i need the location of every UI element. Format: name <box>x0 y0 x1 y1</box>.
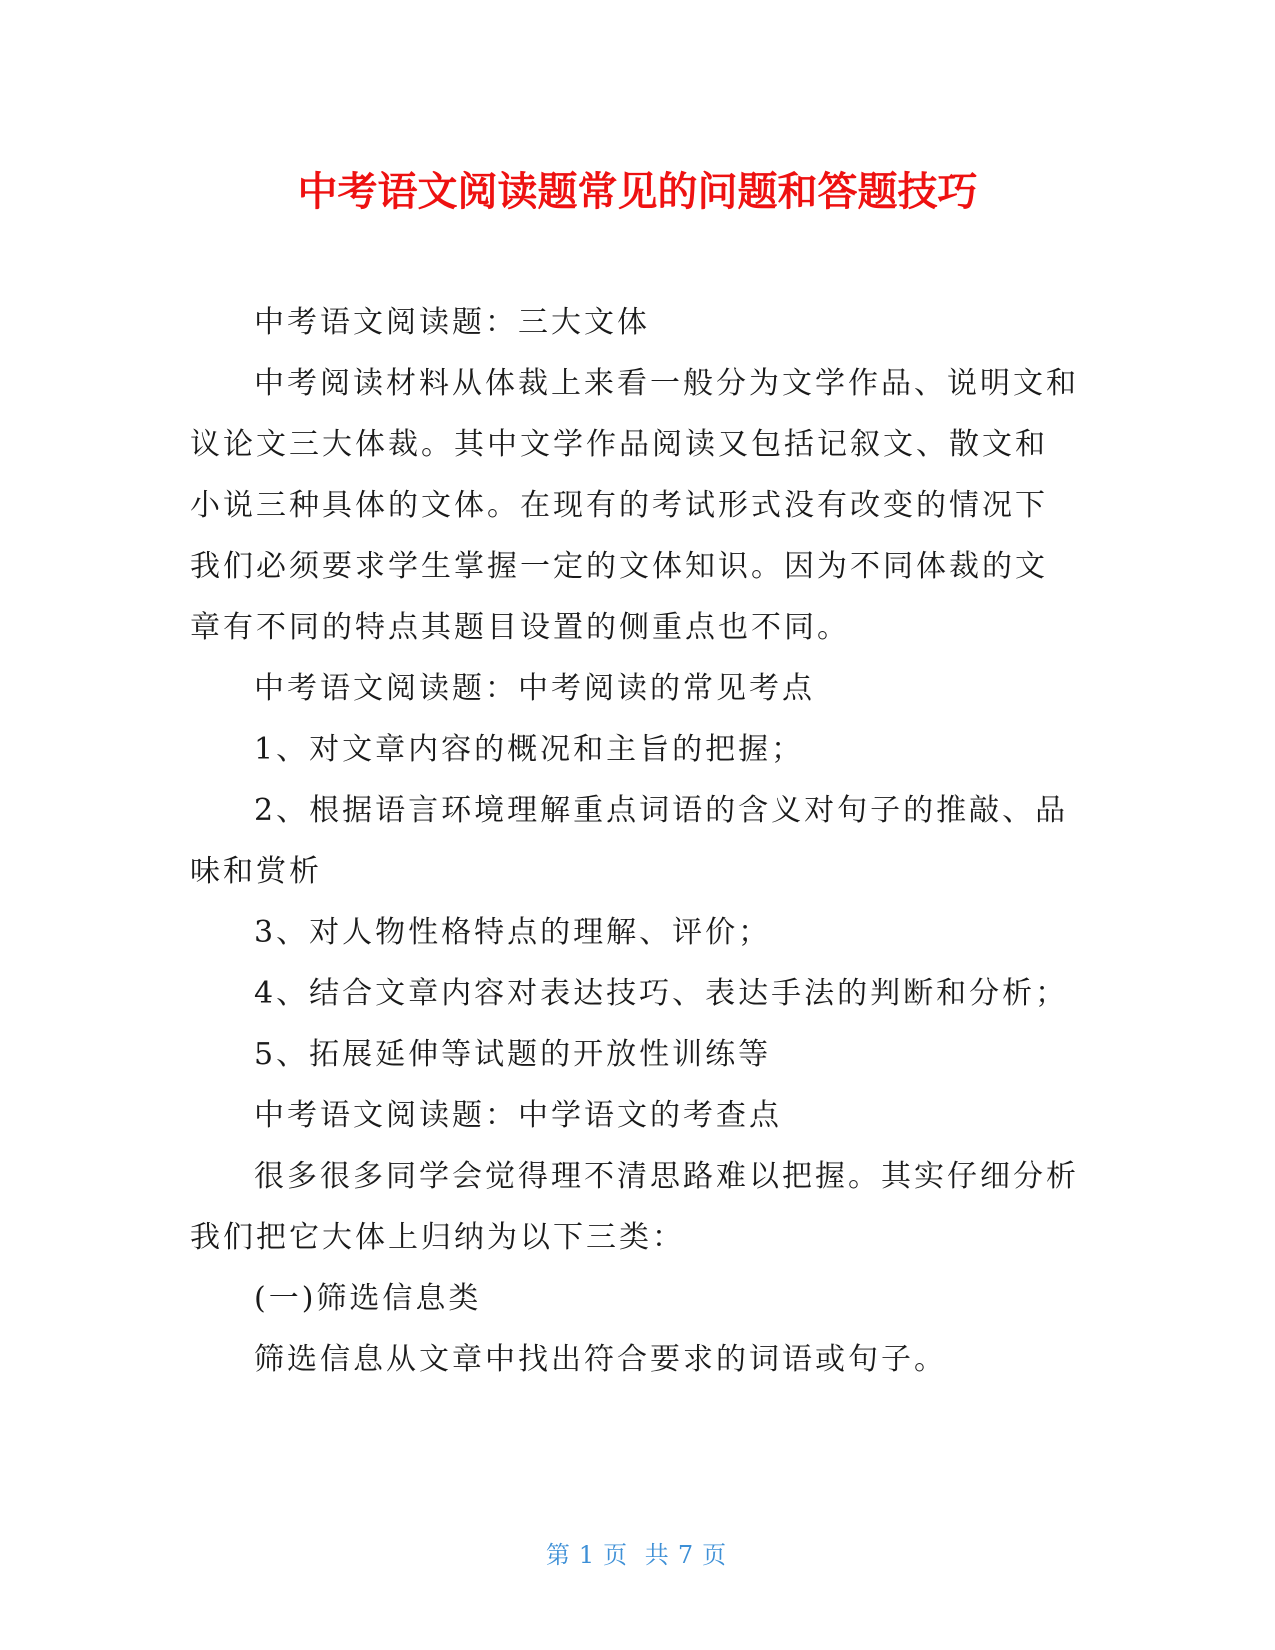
footer-suffix: 页 <box>702 1541 730 1569</box>
footer-page-number: 1 <box>578 1541 598 1569</box>
footer-middle: 页 共 <box>603 1541 672 1569</box>
paragraph-heading-category-1: (一)筛选信息类 <box>254 1281 482 1316</box>
page-footer <box>0 1540 1275 1570</box>
footer-total-pages: 7 <box>677 1541 697 1569</box>
paragraph-heading-key-points: 中考语文阅读题：中考阅读的常见考点 <box>254 671 815 706</box>
document-title: 中考语文阅读题常见的问题和答题技巧 <box>297 169 978 215</box>
list-item-point-3: 3、对人物性格特点的理解、评价； <box>254 915 772 950</box>
footer-prefix: 第 <box>545 1541 573 1569</box>
list-item-point-2: 2、根据语言环境理解重点词语的含义对句子的推敲、品味和赏析 <box>190 793 1069 889</box>
list-item-point-5: 5、拓展延伸等试题的开放性训练等 <box>254 1037 772 1072</box>
paragraph-category-1-desc: 筛选信息从文章中找出符合要求的词语或句子。 <box>254 1342 947 1377</box>
list-item-point-1: 1、对文章内容的概况和主旨的把握； <box>254 732 805 767</box>
paragraph-genres-intro: 中考阅读材料从体裁上来看一般分为文学作品、说明文和议论文三大体裁。其中文学作品阅读又包括记叙文、散文和小说三种具体的文体。在现有的考试形式没有改变的情况下我们必须要求学生掌握一定的文体知识。因为不同体裁的文章有不同的特点其题目设置的侧重点也不同。 <box>190 366 1079 645</box>
paragraph-heading-genres: 中考语文阅读题：三大文体 <box>254 305 650 340</box>
list-item-point-4: 4、结合文章内容对表达技巧、表达手法的判断和分析； <box>254 976 1069 1011</box>
document-body <box>190 292 1080 1390</box>
paragraph-heading-exam-points: 中考语文阅读题：中学语文的考查点 <box>254 1098 782 1133</box>
paragraph-three-categories: 很多很多同学会觉得理不清思路难以把握。其实仔细分析我们把它大体上归纳为以下三类： <box>190 1159 1079 1255</box>
